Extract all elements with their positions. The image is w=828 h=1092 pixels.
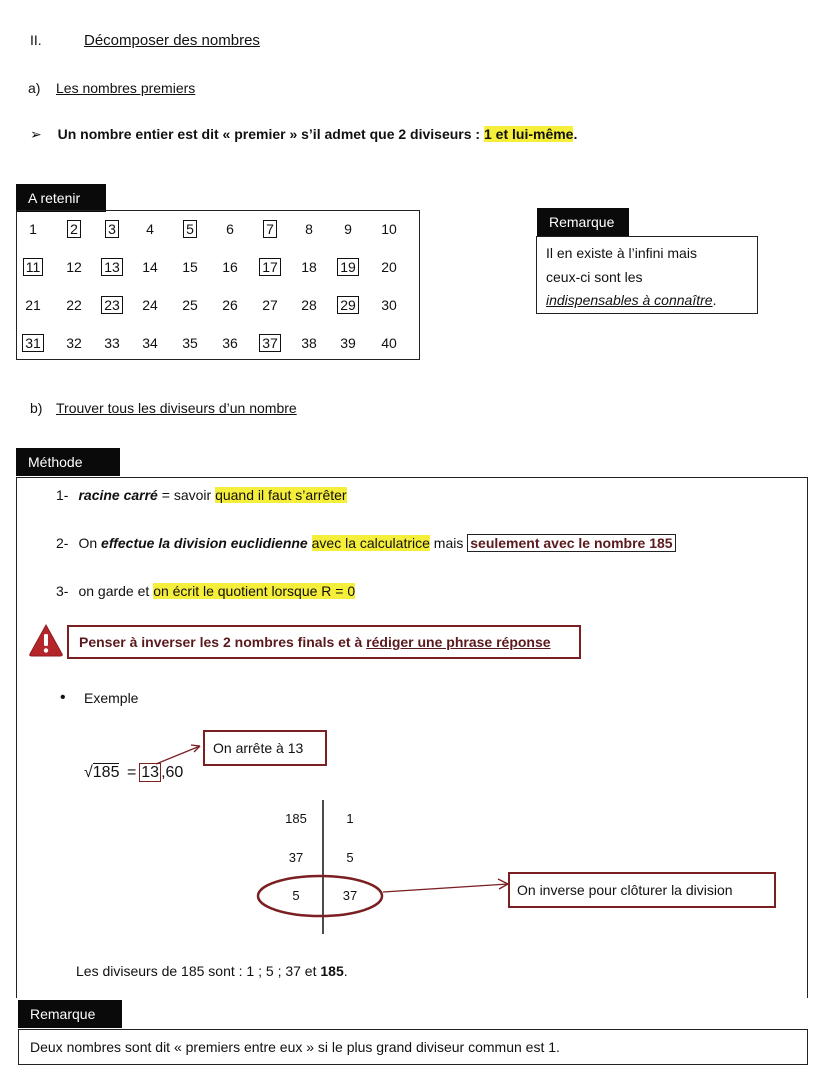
number-value: 7 [263, 220, 277, 238]
number-cell [217, 297, 243, 313]
remarque2-header: Remarque [18, 1000, 122, 1028]
step-1-number: 1- [56, 487, 69, 503]
number-value: 8 [305, 221, 313, 237]
number-cell [137, 259, 163, 275]
number-value: 27 [262, 297, 278, 313]
number-cell [296, 221, 322, 237]
number-value: 17 [259, 258, 281, 276]
remarque1-emphasis: indispensables à connaître [546, 292, 713, 308]
number-value: 38 [301, 335, 317, 351]
definition-highlight: 1 et lui-même [483, 126, 574, 142]
number-cell [217, 335, 243, 351]
step-3-highlight: on écrit le quotient lorsque R = 0 [153, 583, 356, 599]
sqrt-result-rest: ,60 [161, 764, 184, 781]
conclusion-pre: Les diviseurs de 185 sont : 1 ; 5 ; 37 et [76, 963, 321, 979]
step-2-number: 2- [56, 535, 69, 551]
warning-text [79, 634, 551, 650]
number-cell [61, 335, 87, 351]
prime-number-cell [257, 259, 283, 275]
number-value: 12 [66, 259, 82, 275]
step-2-highlight: avec la calculatrice [311, 535, 430, 551]
remarque2-text: Deux nombres sont dit « premiers entre eux » si le plus grand diviseur commun est 1. [30, 1039, 560, 1055]
number-cell [177, 297, 203, 313]
number-value: 21 [25, 297, 41, 313]
definition-text: Un nombre entier est dit « premier » s’il admet que 2 diviseurs : [57, 126, 481, 142]
number-value: 9 [344, 221, 352, 237]
number-value: 14 [142, 259, 158, 275]
number-value: 20 [381, 259, 397, 275]
step-1-highlight: quand il faut s’arrêter [215, 487, 347, 503]
number-cell [99, 335, 125, 351]
number-cell [61, 259, 87, 275]
definition-end: . [573, 126, 578, 142]
number-value: 36 [222, 335, 238, 351]
number-value: 26 [222, 297, 238, 313]
number-value: 30 [381, 297, 397, 313]
step-1-mid: = savoir [157, 487, 216, 503]
method-step-1 [56, 487, 347, 503]
number-value: 24 [142, 297, 158, 313]
step-2-boxed: seulement avec le nombre 185 [467, 534, 675, 552]
number-cell [137, 221, 163, 237]
number-cell [376, 335, 402, 351]
number-value: 33 [104, 335, 120, 351]
number-value: 16 [222, 259, 238, 275]
sqrt-result-boxed: 13 [141, 764, 160, 781]
number-value: 31 [22, 334, 44, 352]
warning-icon [28, 622, 64, 658]
definition-line [30, 126, 577, 143]
methode-box [16, 477, 808, 998]
number-value: 11 [23, 258, 44, 276]
number-value: 5 [183, 220, 197, 238]
number-value: 1 [29, 221, 37, 237]
step-2-pre: On [78, 535, 102, 551]
prime-number-cell [335, 259, 361, 275]
division-left-3: 5 [292, 888, 300, 903]
number-value: 25 [182, 297, 198, 313]
number-value: 6 [226, 221, 234, 237]
division-right-1: 1 [346, 811, 354, 826]
sqrt-equals: = [126, 764, 137, 781]
number-value: 39 [340, 335, 356, 351]
division-right-2: 5 [346, 850, 354, 865]
arrow-bullet-icon: ➢ [30, 126, 42, 142]
number-value: 40 [381, 335, 397, 351]
prime-number-cell [99, 297, 125, 313]
number-cell [20, 221, 46, 237]
warning-pre: Penser à inverser les 2 nombres finals et à [79, 634, 367, 650]
method-step-3 [56, 583, 355, 599]
number-cell [177, 335, 203, 351]
division-left-2: 37 [288, 850, 304, 865]
sqrt-symbol-icon: √ [84, 764, 93, 781]
step-1-italic: racine carré [78, 487, 158, 503]
section-title: Décomposer des nombres [84, 32, 260, 49]
number-value: 35 [182, 335, 198, 351]
number-cell [296, 335, 322, 351]
remarque1-line2: ceux-ci sont les [546, 269, 643, 285]
step-3-pre: on garde et [78, 583, 154, 599]
sqrt-note: On arrête à 13 [213, 740, 304, 756]
prime-number-cell [99, 221, 125, 237]
methode-header: Méthode [16, 448, 120, 476]
prime-number-cell [335, 297, 361, 313]
number-value: 10 [381, 221, 397, 237]
step-2-italic: effectue la division euclidienne [101, 535, 308, 551]
warning-underlined: rédiger une phrase réponse [366, 634, 551, 650]
retenir-header: A retenir [16, 184, 106, 212]
number-cell [177, 259, 203, 275]
number-value: 28 [301, 297, 317, 313]
division-left-1: 185 [285, 811, 307, 826]
section-number: II. [30, 32, 42, 48]
step-2-mid: mais [429, 535, 468, 551]
number-value: 3 [105, 220, 119, 238]
prime-number-cell [257, 335, 283, 351]
number-cell [296, 259, 322, 275]
prime-number-cell [177, 221, 203, 237]
prime-number-cell [20, 259, 46, 275]
number-cell [376, 259, 402, 275]
number-cell [335, 221, 361, 237]
division-note: On inverse pour clôturer la division [517, 882, 733, 898]
number-value: 23 [101, 296, 123, 314]
number-value: 32 [66, 335, 82, 351]
remarque1-header: Remarque [537, 208, 629, 236]
remarque1-line3-end: . [712, 292, 717, 308]
sqrt-radicand: 185 [92, 764, 120, 781]
number-cell [20, 297, 46, 313]
number-cell [61, 297, 87, 313]
number-cell [217, 221, 243, 237]
number-value: 34 [142, 335, 158, 351]
number-value: 15 [182, 259, 198, 275]
method-step-2 [56, 535, 676, 551]
number-cell [376, 221, 402, 237]
prime-number-cell [20, 335, 46, 351]
number-value: 4 [146, 221, 154, 237]
number-value: 37 [259, 334, 281, 352]
part-b-title: Trouver tous les diviseurs d’un nombre [56, 400, 297, 416]
prime-number-cell [257, 221, 283, 237]
number-cell [335, 335, 361, 351]
number-cell [137, 297, 163, 313]
example-bullet: • [60, 689, 66, 706]
part-a-label: a) [28, 80, 41, 96]
number-value: 22 [66, 297, 82, 313]
number-value: 18 [301, 259, 317, 275]
prime-number-cell [61, 221, 87, 237]
conclusion [76, 963, 348, 979]
part-a-title: Les nombres premiers [56, 80, 196, 96]
number-cell [296, 297, 322, 313]
example-label: Exemple [84, 690, 139, 706]
sqrt-expression [84, 764, 183, 782]
conclusion-bold: 185 [320, 963, 344, 979]
number-value: 2 [67, 220, 81, 238]
number-cell [137, 335, 163, 351]
division-right-3: 37 [342, 888, 358, 903]
remarque1-line1: Il en existe à l’infini mais [546, 245, 697, 261]
part-b-label: b) [30, 400, 43, 416]
number-value: 29 [337, 296, 359, 314]
remarque1-line3 [546, 292, 716, 308]
prime-number-cell [99, 259, 125, 275]
number-cell [217, 259, 243, 275]
number-cell [376, 297, 402, 313]
conclusion-end: . [343, 963, 348, 979]
number-cell [257, 297, 283, 313]
step-3-number: 3- [56, 583, 69, 599]
number-value: 19 [337, 258, 359, 276]
number-value: 13 [101, 258, 123, 276]
